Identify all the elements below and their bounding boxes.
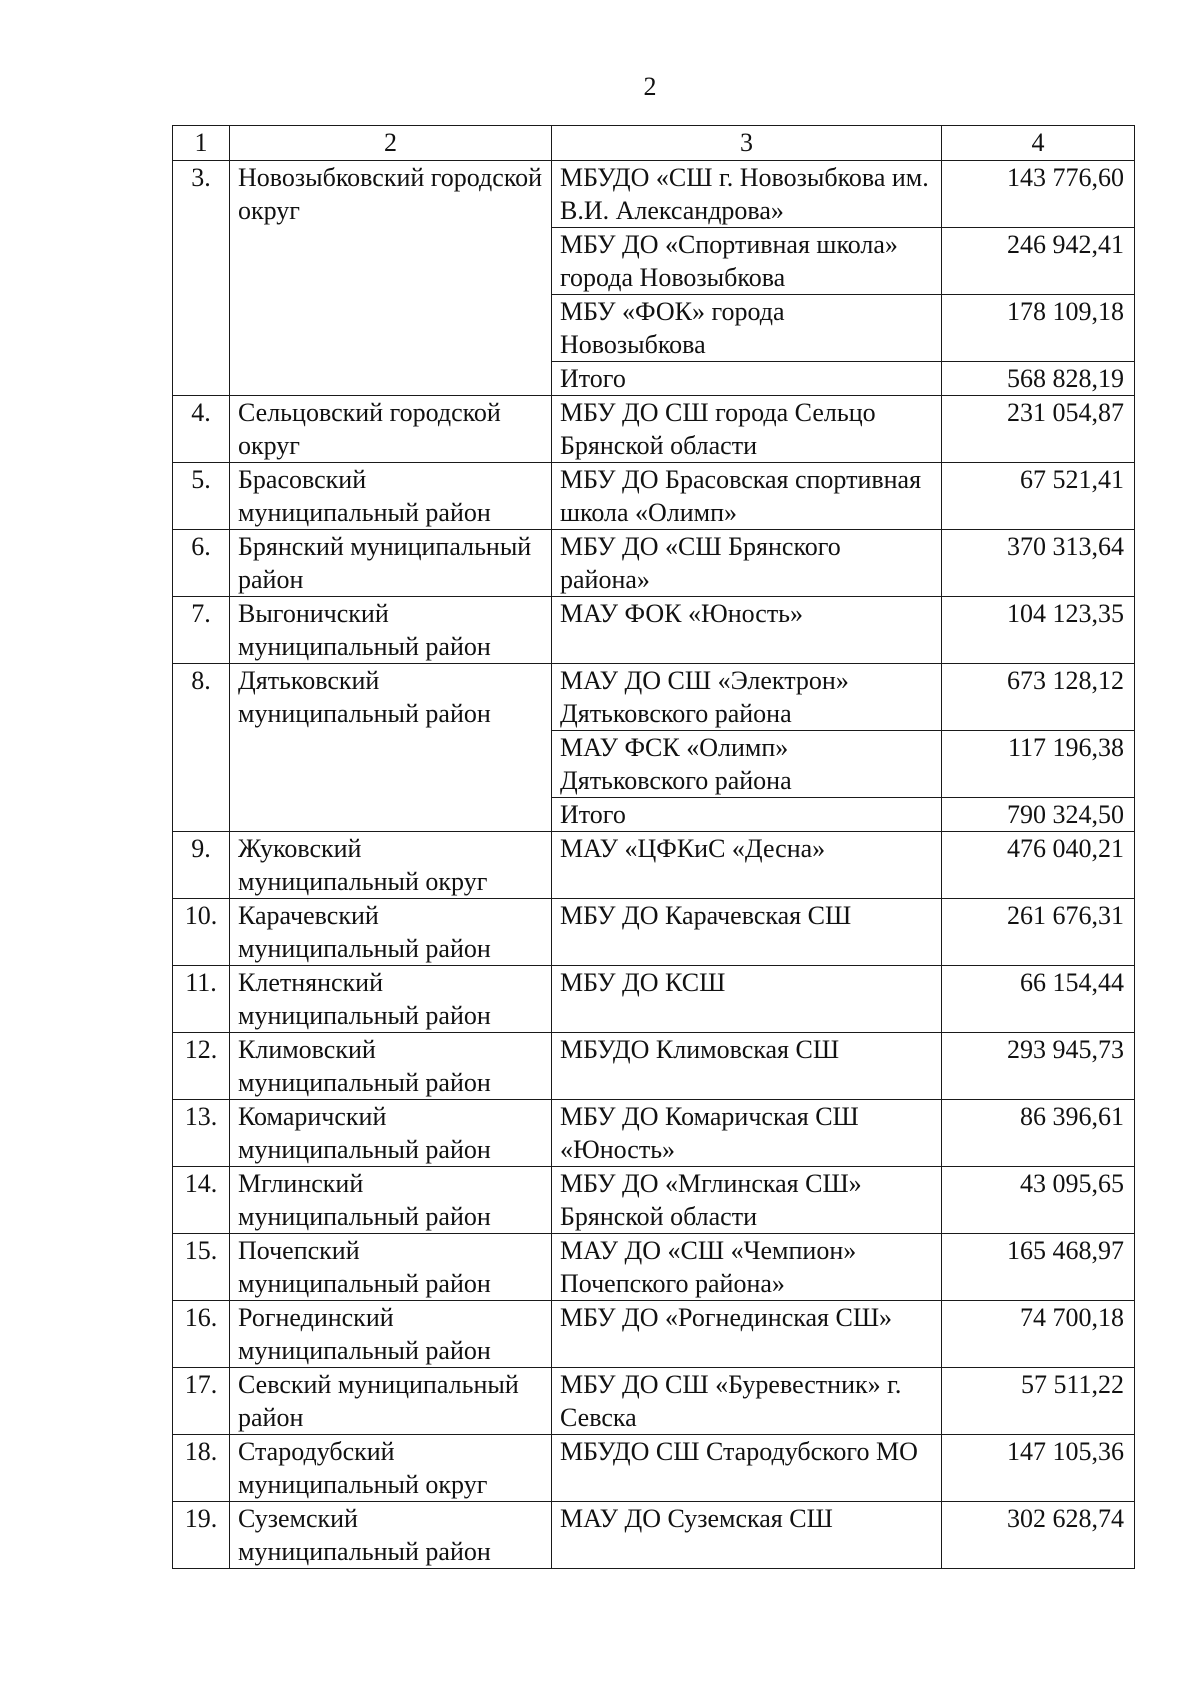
organization-name: МБУ ДО Комаричская СШ «Юность» xyxy=(552,1100,942,1167)
amount: 293 945,73 xyxy=(942,1033,1135,1100)
amount: 476 040,21 xyxy=(942,832,1135,899)
row-number: 12. xyxy=(173,1033,230,1100)
table-row xyxy=(173,1033,1135,1100)
amount: 673 128,12 xyxy=(942,664,1135,731)
district-name: Сельцовский городской округ xyxy=(230,396,552,463)
district-name: Новозыбковский городской округ xyxy=(230,161,552,396)
row-number: 10. xyxy=(173,899,230,966)
header-cell-amount: 4 xyxy=(942,126,1135,161)
district-name: Карачевский муниципальный район xyxy=(230,899,552,966)
table-row xyxy=(173,1435,1135,1502)
organization-name: МБУ ДО Карачевская СШ xyxy=(552,899,942,966)
row-number: 14. xyxy=(173,1167,230,1234)
district-name: Стародубский муниципальный округ xyxy=(230,1435,552,1502)
organization-name: МБУ ДО «Рогнединская СШ» xyxy=(552,1301,942,1368)
amount: 104 123,35 xyxy=(942,597,1135,664)
row-number: 11. xyxy=(173,966,230,1033)
table-row xyxy=(173,1234,1135,1301)
amount: 178 109,18 xyxy=(942,295,1135,362)
amount: 302 628,74 xyxy=(942,1502,1135,1569)
row-number: 7. xyxy=(173,597,230,664)
amount: 165 468,97 xyxy=(942,1234,1135,1301)
organization-name: МБУ ДО «СШ Брянского района» xyxy=(552,530,942,597)
table-row xyxy=(173,1100,1135,1167)
header-row xyxy=(173,126,1135,161)
table-row xyxy=(173,161,1135,228)
amount: 57 511,22 xyxy=(942,1368,1135,1435)
organization-name: МБУ ДО «Мглинская СШ» Брянской области xyxy=(552,1167,942,1234)
table-row xyxy=(173,966,1135,1033)
amount: 370 313,64 xyxy=(942,530,1135,597)
row-number: 13. xyxy=(173,1100,230,1167)
table-row xyxy=(173,664,1135,731)
district-name: Почепский муниципальный район xyxy=(230,1234,552,1301)
amount: 117 196,38 xyxy=(942,731,1135,798)
district-name: Севский муниципальный район xyxy=(230,1368,552,1435)
row-number: 6. xyxy=(173,530,230,597)
row-number: 17. xyxy=(173,1368,230,1435)
row-number: 19. xyxy=(173,1502,230,1569)
district-name: Клетнянский муниципальный район xyxy=(230,966,552,1033)
amount: 231 054,87 xyxy=(942,396,1135,463)
district-name: Рогнединский муниципальный район xyxy=(230,1301,552,1368)
page-number: 2 xyxy=(643,72,657,101)
district-name: Климовский муниципальный район xyxy=(230,1033,552,1100)
table-row xyxy=(173,530,1135,597)
amount: 143 776,60 xyxy=(942,161,1135,228)
total-label: Итого xyxy=(552,362,942,396)
total-amount: 568 828,19 xyxy=(942,362,1135,396)
district-name: Брянский муниципальный район xyxy=(230,530,552,597)
row-number: 5. xyxy=(173,463,230,530)
row-number: 16. xyxy=(173,1301,230,1368)
table-row xyxy=(173,396,1135,463)
organization-name: МБУ ДО Брасовская спортивная школа «Олимп» xyxy=(552,463,942,530)
organization-name: МАУ ФОК «Юность» xyxy=(552,597,942,664)
organization-name: МБУ ДО СШ города Сельцо Брянской области xyxy=(552,396,942,463)
organization-name: МАУ «ЦФКиС «Десна» xyxy=(552,832,942,899)
district-name: Жуковский муниципальный округ xyxy=(230,832,552,899)
row-number: 18. xyxy=(173,1435,230,1502)
table-row xyxy=(173,1167,1135,1234)
table-row xyxy=(173,899,1135,966)
header-cell-district: 2 xyxy=(230,126,552,161)
district-name: Дятьковский муниципальный район xyxy=(230,664,552,832)
organization-name: МБУДО «СШ г. Новозыбкова им. В.И. Александрова» xyxy=(552,161,942,228)
row-number: 15. xyxy=(173,1234,230,1301)
district-name: Суземский муниципальный район xyxy=(230,1502,552,1569)
header-cell-organization: 3 xyxy=(552,126,942,161)
table-row xyxy=(173,832,1135,899)
table-row xyxy=(173,597,1135,664)
funding-table xyxy=(172,125,1135,1569)
row-number: 8. xyxy=(173,664,230,832)
row-number: 4. xyxy=(173,396,230,463)
district-name: Брасовский муниципальный район xyxy=(230,463,552,530)
organization-name: МАУ ДО СШ «Электрон» Дятьковского района xyxy=(552,664,942,731)
amount: 66 154,44 xyxy=(942,966,1135,1033)
organization-name: МБУ ДО СШ «Буревестник» г. Севска xyxy=(552,1368,942,1435)
table-row xyxy=(173,1301,1135,1368)
district-name: Мглинский муниципальный район xyxy=(230,1167,552,1234)
total-label: Итого xyxy=(552,798,942,832)
amount: 74 700,18 xyxy=(942,1301,1135,1368)
table-body xyxy=(173,126,1135,1569)
organization-name: МБУ ДО «Спортивная школа» города Новозыбкова xyxy=(552,228,942,295)
organization-name: МБУДО Климовская СШ xyxy=(552,1033,942,1100)
organization-name: МАУ ФСК «Олимп» Дятьковского района xyxy=(552,731,942,798)
amount: 261 676,31 xyxy=(942,899,1135,966)
table-row xyxy=(173,1502,1135,1569)
amount: 43 095,65 xyxy=(942,1167,1135,1234)
total-amount: 790 324,50 xyxy=(942,798,1135,832)
row-number: 3. xyxy=(173,161,230,396)
organization-name: МБУ ДО КСШ xyxy=(552,966,942,1033)
district-name: Выгоничский муниципальный район xyxy=(230,597,552,664)
organization-name: МАУ ДО Суземская СШ xyxy=(552,1502,942,1569)
row-number: 9. xyxy=(173,832,230,899)
table-row xyxy=(173,1368,1135,1435)
table-row xyxy=(173,463,1135,530)
amount: 86 396,61 xyxy=(942,1100,1135,1167)
amount: 67 521,41 xyxy=(942,463,1135,530)
amount: 147 105,36 xyxy=(942,1435,1135,1502)
district-name: Комаричский муниципальный район xyxy=(230,1100,552,1167)
amount: 246 942,41 xyxy=(942,228,1135,295)
organization-name: МБУДО СШ Стародубского МО xyxy=(552,1435,942,1502)
organization-name: МАУ ДО «СШ «Чемпион» Почепского района» xyxy=(552,1234,942,1301)
organization-name: МБУ «ФОК» города Новозыбкова xyxy=(552,295,942,362)
header-cell-num: 1 xyxy=(173,126,230,161)
